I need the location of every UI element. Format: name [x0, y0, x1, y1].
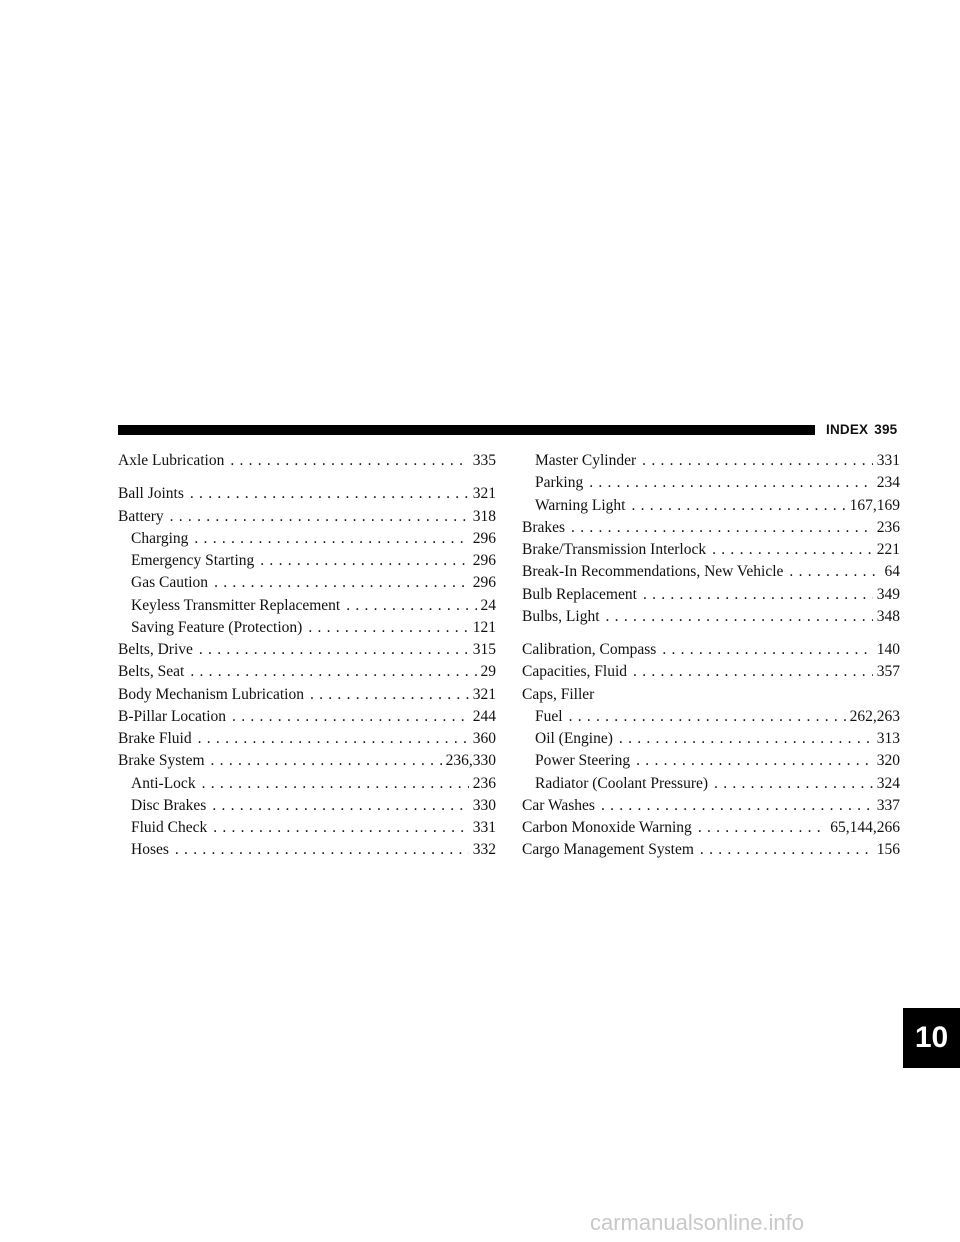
- section-tab: 10: [903, 1008, 960, 1068]
- index-entry: Brake System . . . 236,330: [118, 750, 496, 772]
- index-column-right: [522, 450, 900, 862]
- index-entry: Break-In Recommendations, New Vehicle . . . 64: [522, 561, 900, 583]
- index-subentry: Charging . . . 296: [118, 528, 496, 550]
- index-entry-heading: Caps, Filler: [522, 685, 595, 703]
- index-subentry: Saving Feature (Protection) . . . 121: [118, 617, 496, 639]
- index-subentry: Warning Light . . . 167,169: [522, 495, 900, 517]
- index-entry: B-Pillar Location . . . 244: [118, 706, 496, 728]
- index-subentry: Radiator (Coolant Pressure) . . . 324: [522, 773, 900, 795]
- index-subentry: Anti-Lock . . . 236: [118, 773, 496, 795]
- index-entry: Car Washes . . . 337: [522, 795, 900, 817]
- index-entry: Capacities, Fluid . . . 357: [522, 661, 900, 683]
- page-number: 395: [874, 422, 898, 437]
- index-entry: Axle Lubrication . . . 335: [118, 450, 496, 472]
- index-entry: Battery . . . 318: [118, 506, 496, 528]
- index-entry: Cargo Management System . . . 156: [522, 839, 900, 861]
- index-entry: Belts, Seat . . . 29: [118, 661, 496, 683]
- index-subentry: Power Steering . . . 320: [522, 750, 900, 772]
- index-entry: Brake/Transmission Interlock . . . 221: [522, 539, 900, 561]
- header-rule: [118, 425, 815, 435]
- section-title: INDEX: [826, 422, 869, 437]
- index-subentry: Keyless Transmitter Replacement . . . 24: [118, 595, 496, 617]
- index-subentry: Oil (Engine) . . . 313: [522, 728, 900, 750]
- index-entry: Bulb Replacement . . . 349: [522, 584, 900, 606]
- index-entry: Brakes . . . 236: [522, 517, 900, 539]
- index-subentry: Fuel . . . 262,263: [522, 706, 900, 728]
- index-entry: Body Mechanism Lubrication . . . 321: [118, 684, 496, 706]
- running-header: [826, 420, 897, 440]
- index-subentry: Hoses . . . 332: [118, 839, 496, 861]
- index-entry: Carbon Monoxide Warning . . . 65,144,266: [522, 817, 900, 839]
- index-subentry: Emergency Starting . . . 296: [118, 550, 496, 572]
- index-entry: Belts, Drive . . . 315: [118, 639, 496, 661]
- watermark: carmanualsonline.info: [590, 1210, 805, 1235]
- index-subentry: Parking . . . 234: [522, 472, 900, 494]
- index-entry: Ball Joints . . . 321: [118, 483, 496, 505]
- index-entry: Calibration, Compass . . . 140: [522, 639, 900, 661]
- index-subentry: Gas Caution . . . 296: [118, 572, 496, 594]
- index-subentry: Fluid Check . . . 331: [118, 817, 496, 839]
- index-subentry: Master Cylinder . . . 331: [522, 450, 900, 472]
- index-entry: Brake Fluid . . . 360: [118, 728, 496, 750]
- index-subentry: Disc Brakes . . . 330: [118, 795, 496, 817]
- index-entry: Bulbs, Light . . . 348: [522, 606, 900, 628]
- index-column-left: [118, 450, 496, 862]
